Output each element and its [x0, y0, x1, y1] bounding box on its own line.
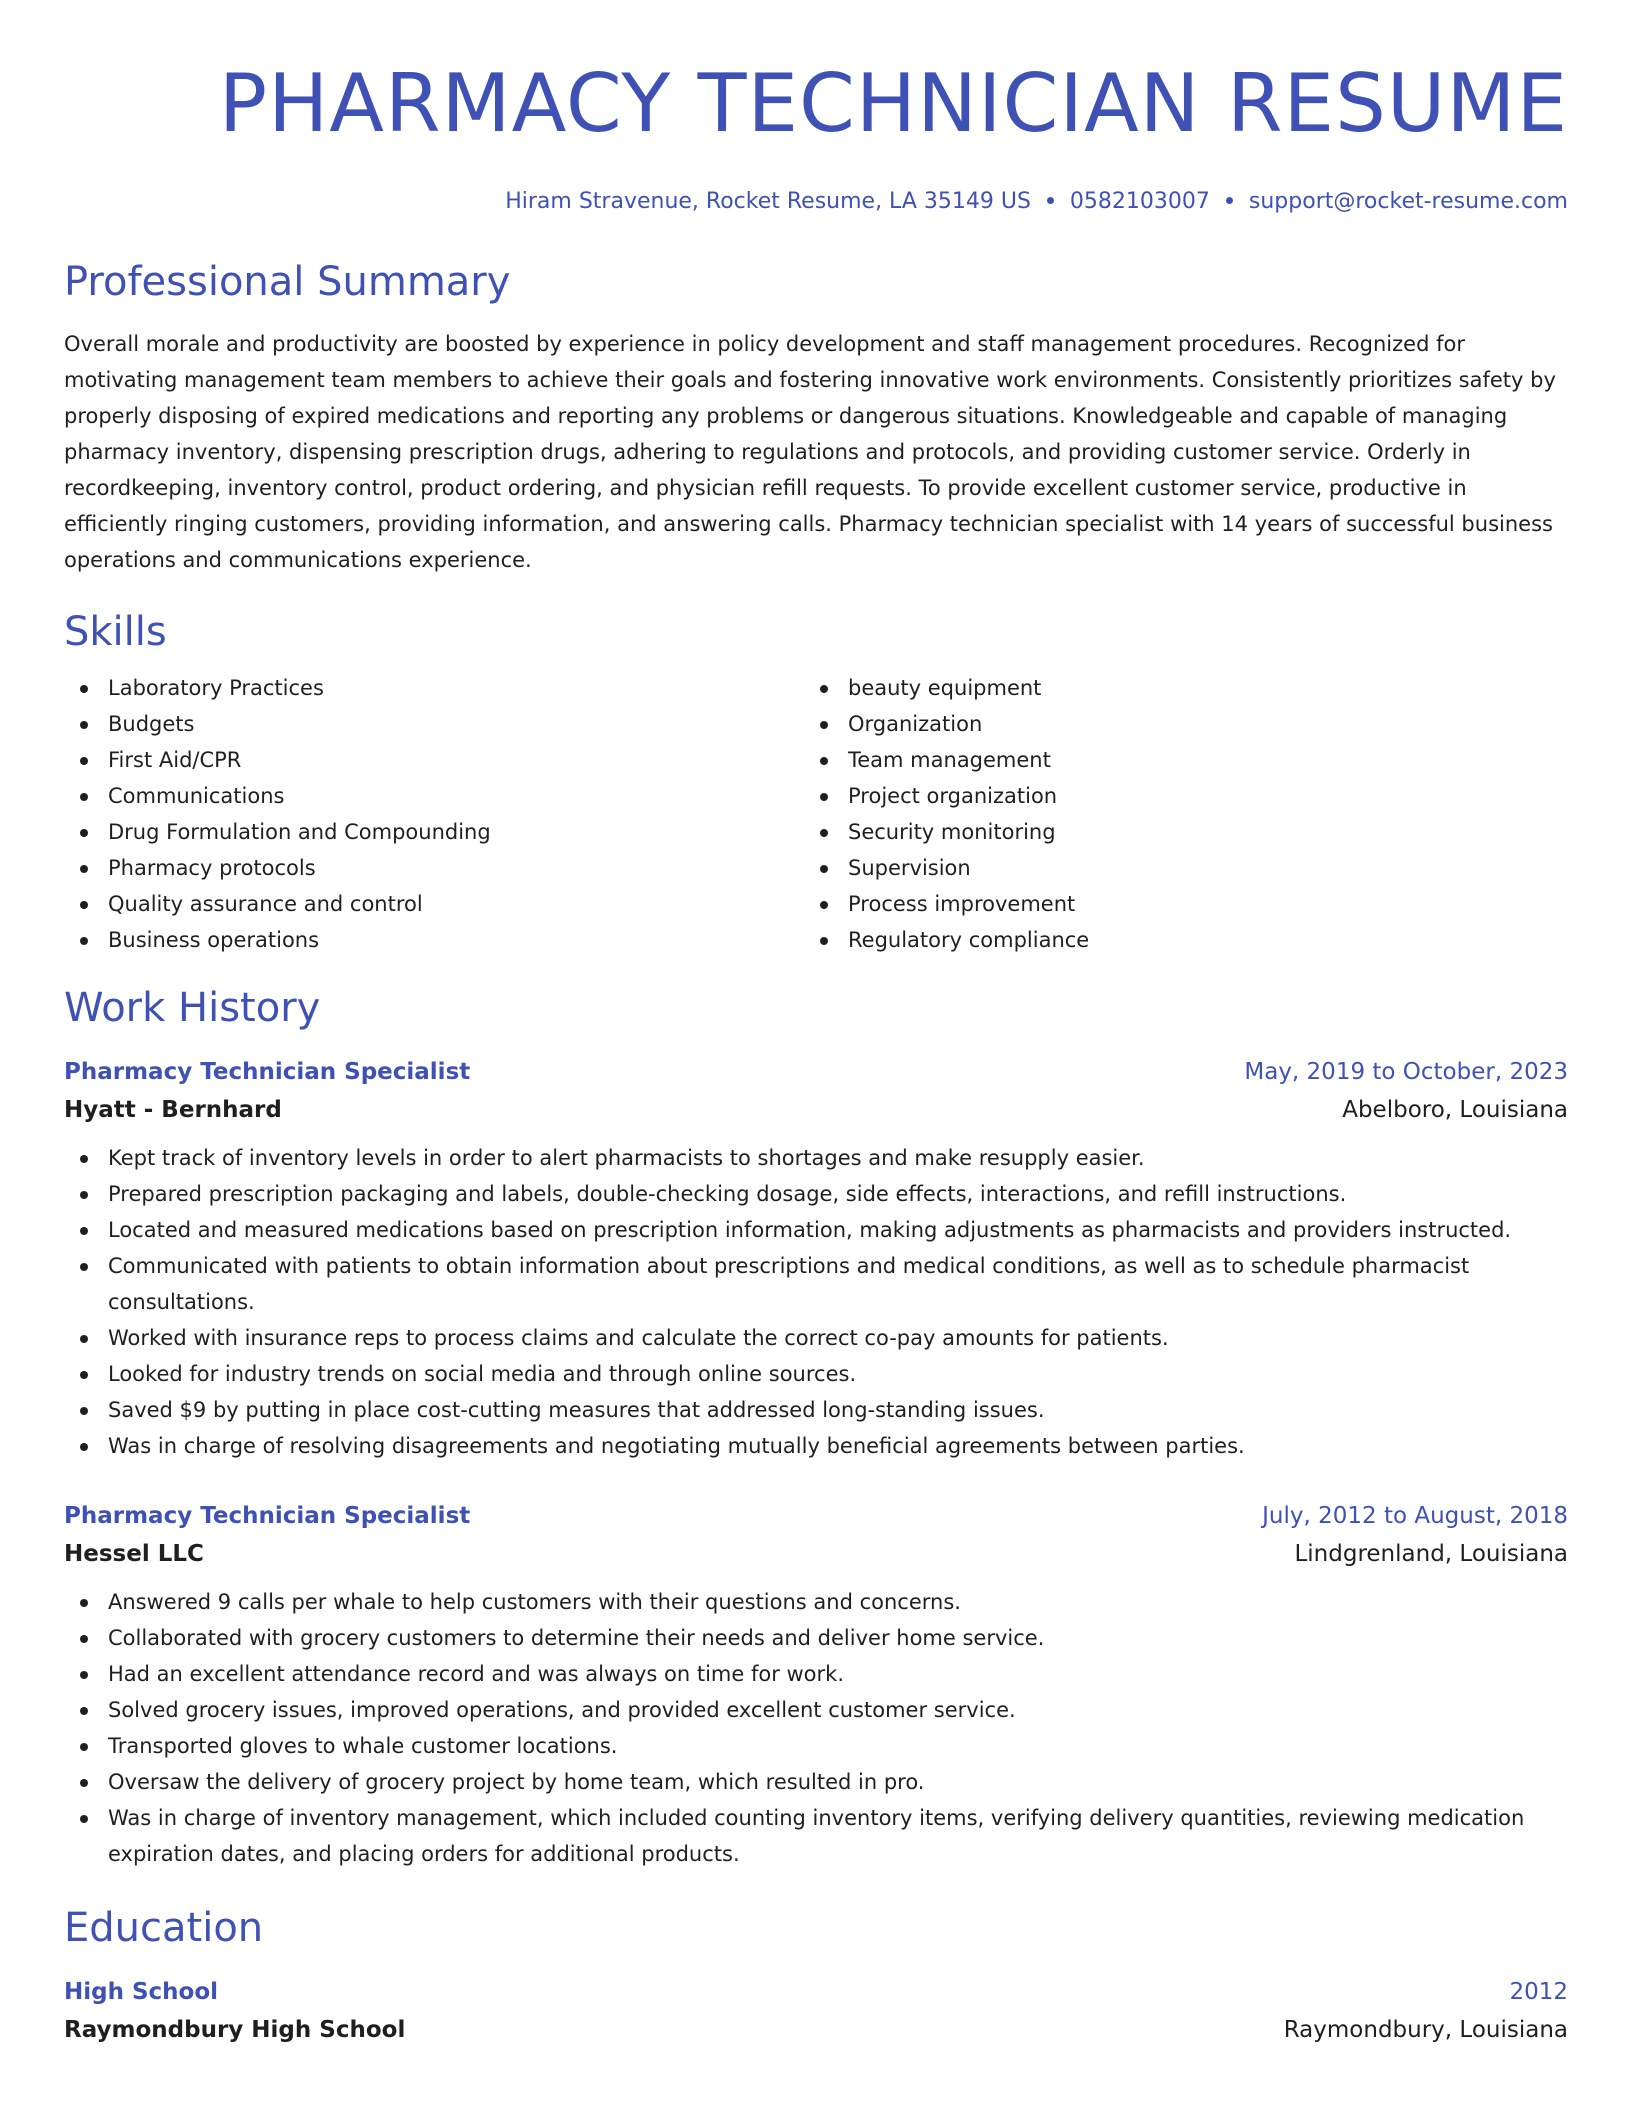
- section-title-skills: Skills: [64, 609, 167, 655]
- job-bullet: Transported gloves to whale customer locations.: [64, 1728, 1568, 1764]
- section-title-education: Education: [64, 1905, 264, 1951]
- job-bullet: Kept track of inventory levels in order to alert pharmacists to shortages and make resupply easier.: [64, 1140, 1568, 1176]
- education-header-row: [64, 1974, 1568, 2010]
- skill-item: Project organization: [804, 778, 1544, 814]
- job-bullet: Worked with insurance reps to process claims and calculate the correct co-pay amounts for patients.: [64, 1320, 1568, 1356]
- job-bullet: Was in charge of inventory management, which included counting inventory items, verifying delivery quantities, reviewing medication expiration dates, and placing orders for additional products.: [64, 1800, 1568, 1872]
- job-header-row: [64, 1054, 1568, 1090]
- job-dates: May, 2019 to October, 2023: [1244, 1059, 1568, 1085]
- contact-email: support@rocket-resume.com: [1248, 189, 1568, 214]
- skill-item: Team management: [804, 742, 1544, 778]
- job-entry: [64, 1054, 1568, 1464]
- job-entry: [64, 1498, 1568, 1872]
- skill-item: Regulatory compliance: [804, 922, 1544, 958]
- job-bullet: Had an excellent attendance record and was always on time for work.: [64, 1656, 1568, 1692]
- skills-list-left: [64, 670, 804, 958]
- job-bullet: Saved $9 by putting in place cost-cutting measures that addressed long-standing issues.: [64, 1392, 1568, 1428]
- skills-grid: [64, 670, 1568, 958]
- skill-item: Business operations: [64, 922, 804, 958]
- section-title-summary: Professional Summary: [64, 259, 511, 305]
- education-school-row: [64, 2010, 1568, 2050]
- job-bullet: Prepared prescription packaging and labels, double-checking dosage, side effects, interactions, and refill instructions.: [64, 1176, 1568, 1212]
- skill-item: Security monitoring: [804, 814, 1544, 850]
- job-employer-row: [64, 1090, 1568, 1130]
- skills-list-right: [804, 670, 1544, 958]
- skill-item: Communications: [64, 778, 804, 814]
- separator-dot: [1047, 197, 1054, 204]
- job-title: Pharmacy Technician Specialist: [64, 1059, 471, 1085]
- job-employer: Hyatt - Bernhard: [64, 1097, 282, 1123]
- skill-item: Supervision: [804, 850, 1544, 886]
- skill-item: beauty equipment: [804, 670, 1544, 706]
- job-location: Abelboro, Louisiana: [1342, 1097, 1568, 1123]
- contact-line: [64, 188, 1568, 216]
- education-location: Raymondbury, Louisiana: [1283, 2017, 1568, 2043]
- job-title: Pharmacy Technician Specialist: [64, 1503, 471, 1529]
- contact-address: Hiram Stravenue, Rocket Resume, LA 35149 US: [505, 189, 1031, 214]
- job-bullet: Was in charge of resolving disagreements and negotiating mutually beneficial agreements between parties.: [64, 1428, 1568, 1464]
- skill-item: Drug Formulation and Compounding: [64, 814, 804, 850]
- skill-item: Process improvement: [804, 886, 1544, 922]
- education-year: 2012: [1509, 1979, 1568, 2005]
- job-bullets: [64, 1140, 1568, 1464]
- resume-title: PHARMACY TECHNICIAN RESUME: [218, 57, 1568, 150]
- summary-text: Overall morale and productivity are boosted by experience in policy development and staff management procedures. Recognized for motivating management team members to achieve their goals and fostering innovative work environments. Consistently prioritizes safety by properly disposing of expired medications and reporting any problems or dangerous situations. Knowledgeable and capable of managing pharmacy inventory, dispensing prescription drugs, adhering to regulations and protocols, and providing customer service. Orderly in recordkeeping, inventory control, product ordering, and physician refill requests. To provide excellent customer service, productive in efficiently ringing customers, providing information, and answering calls. Pharmacy technician specialist with 14 years of successful business operations and communications experience.: [64, 332, 1556, 572]
- job-bullet: Communicated with patients to obtain information about prescriptions and medical conditions, as well as to schedule pharmacist consultations.: [64, 1248, 1568, 1320]
- education-entry: [64, 1974, 1568, 2050]
- contact-phone: 0582103007: [1069, 189, 1210, 214]
- separator-dot: [1226, 197, 1233, 204]
- skill-item: Organization: [804, 706, 1544, 742]
- skill-item: Budgets: [64, 706, 804, 742]
- job-bullet: Oversaw the delivery of grocery project by home team, which resulted in pro.: [64, 1764, 1568, 1800]
- job-employer-row: [64, 1534, 1568, 1574]
- job-bullet: Answered 9 calls per whale to help customers with their questions and concerns.: [64, 1584, 1568, 1620]
- section-title-work-history: Work History: [64, 985, 321, 1031]
- job-bullets: [64, 1584, 1568, 1872]
- job-header-row: [64, 1498, 1568, 1534]
- skill-item: Pharmacy protocols: [64, 850, 804, 886]
- skill-item: Quality assurance and control: [64, 886, 804, 922]
- job-bullet: Located and measured medications based on prescription information, making adjustments as pharmacists and providers instructed.: [64, 1212, 1568, 1248]
- education-degree: High School: [64, 1979, 219, 2005]
- education-school: Raymondbury High School: [64, 2017, 406, 2043]
- job-employer: Hessel LLC: [64, 1541, 204, 1567]
- job-location: Lindgrenland, Louisiana: [1294, 1541, 1568, 1567]
- job-bullet: Looked for industry trends on social media and through online sources.: [64, 1356, 1568, 1392]
- job-bullet: Solved grocery issues, improved operations, and provided excellent customer service.: [64, 1692, 1568, 1728]
- job-dates: July, 2012 to August, 2018: [1262, 1503, 1568, 1529]
- skill-item: First Aid/CPR: [64, 742, 804, 778]
- job-bullet: Collaborated with grocery customers to determine their needs and deliver home service.: [64, 1620, 1568, 1656]
- skill-item: Laboratory Practices: [64, 670, 804, 706]
